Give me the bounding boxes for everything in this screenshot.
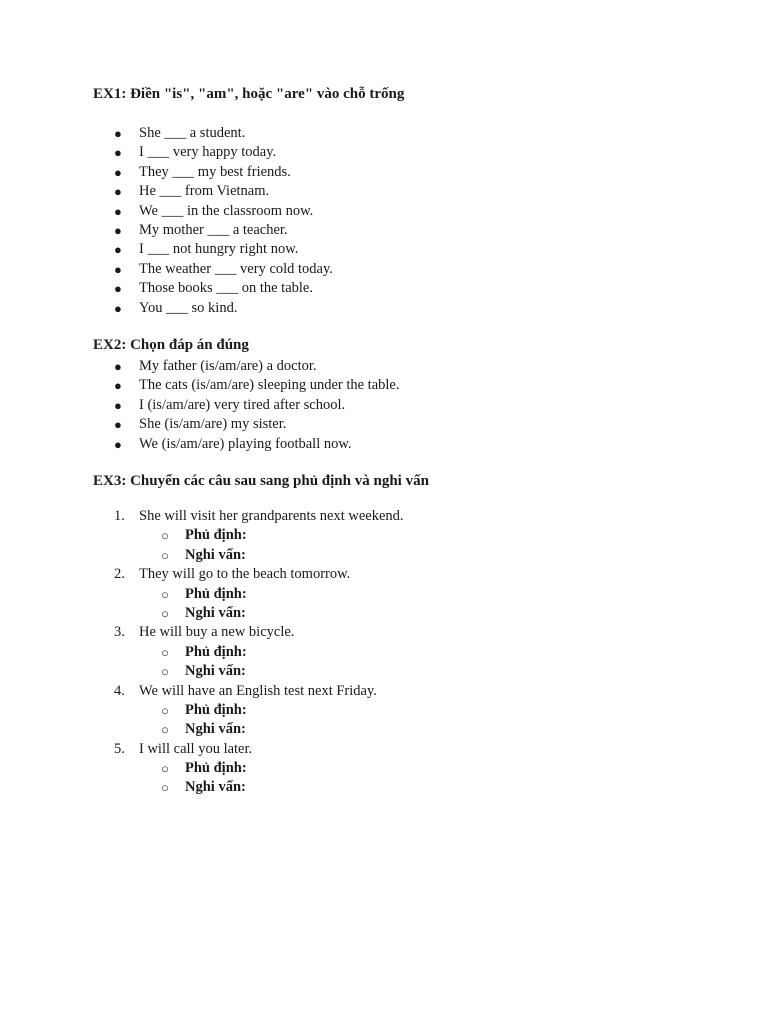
ex2-list <box>0 357 768 454</box>
circle-bullet-icon: ○ <box>161 547 169 563</box>
circle-bullet-icon: ○ <box>161 644 169 660</box>
ex1-list <box>0 124 768 318</box>
list-item: ● The weather ___ very cold today. <box>0 260 768 279</box>
ex2-title: EX2: Chọn đáp án đúng <box>93 337 249 353</box>
list-item: ● I (is/am/are) very tired after school. <box>0 396 768 415</box>
circle-bullet-icon: ○ <box>161 761 169 777</box>
negative-answer-line: ○ Phủ định: <box>0 759 768 778</box>
list-item: ● I ___ not hungry right now. <box>0 240 768 259</box>
bullet-icon: ● <box>114 126 122 141</box>
list-item: 5. I will call you later. <box>114 740 253 757</box>
list-item: 2. They will go to the beach tomorrow. <box>114 566 351 583</box>
list-item: ● She ___ a student. <box>0 124 768 143</box>
list-item: ● I ___ very happy today. <box>0 143 768 162</box>
question-answer-line: ○ Nghi vấn: <box>0 604 768 623</box>
list-item: 4. We will have an English test next Friday. <box>114 682 377 699</box>
ex3-list <box>0 507 768 798</box>
ex3-title: EX3: Chuyển các câu sau sang phủ định và nghi vấn <box>93 473 429 489</box>
circle-bullet-icon: ○ <box>161 605 169 621</box>
list-item: ● We (is/am/are) playing football now. <box>0 435 768 454</box>
bullet-icon: ● <box>114 164 122 180</box>
list-item: ● We ___ in the classroom now. <box>0 202 768 221</box>
circle-bullet-icon: ○ <box>161 702 169 718</box>
list-item: ● You ___ so kind. <box>0 299 768 318</box>
bullet-icon: ● <box>114 359 122 374</box>
circle-bullet-icon: ○ <box>161 780 169 796</box>
negative-answer-line: ○ Phủ định: <box>0 585 768 604</box>
list-item: ● He ___ from Vietnam. <box>0 182 768 201</box>
bullet-icon: ● <box>114 242 122 258</box>
question-answer-line: ○ Nghi vấn: <box>0 720 768 739</box>
list-item: 1. She will visit her grandparents next weekend. <box>114 508 404 524</box>
question-answer-line: ○ Nghi vấn: <box>0 546 768 565</box>
bullet-icon: ● <box>114 378 122 394</box>
list-item: ● She (is/am/are) my sister. <box>0 415 768 434</box>
bullet-icon: ● <box>114 436 122 452</box>
circle-bullet-icon: ○ <box>161 528 169 544</box>
bullet-icon: ● <box>114 300 122 316</box>
bullet-icon: ● <box>114 261 122 277</box>
list-item: ● The cats (is/am/are) sleeping under the table. <box>0 376 768 395</box>
negative-answer-line: ○ Phủ định: <box>0 643 768 662</box>
question-answer-line: ○ Nghi vấn: <box>0 778 768 797</box>
bullet-icon: ● <box>114 184 122 200</box>
circle-bullet-icon: ○ <box>161 664 169 680</box>
negative-answer-line: ○ Phủ định: <box>0 526 768 545</box>
list-item: 3. He will buy a new bicycle. <box>114 624 295 641</box>
negative-answer-line: ○ Phủ định: <box>0 701 768 720</box>
bullet-icon: ● <box>114 417 122 433</box>
bullet-icon: ● <box>114 203 122 219</box>
bullet-icon: ● <box>114 281 122 297</box>
ex1-title: EX1: Điền "is", "am", hoặc "are" vào chỗ trống <box>93 86 405 102</box>
circle-bullet-icon: ○ <box>161 586 169 602</box>
list-item: ● They ___ my best friends. <box>0 163 768 182</box>
list-item: ● Those books ___ on the table. <box>0 279 768 298</box>
question-answer-line: ○ Nghi vấn: <box>0 662 768 681</box>
bullet-icon: ● <box>114 145 122 161</box>
list-item: ● My mother ___ a teacher. <box>0 221 768 240</box>
circle-bullet-icon: ○ <box>161 722 169 738</box>
bullet-icon: ● <box>114 222 122 238</box>
bullet-icon: ● <box>114 397 122 413</box>
list-item: ● My father (is/am/are) a doctor. <box>0 357 768 376</box>
